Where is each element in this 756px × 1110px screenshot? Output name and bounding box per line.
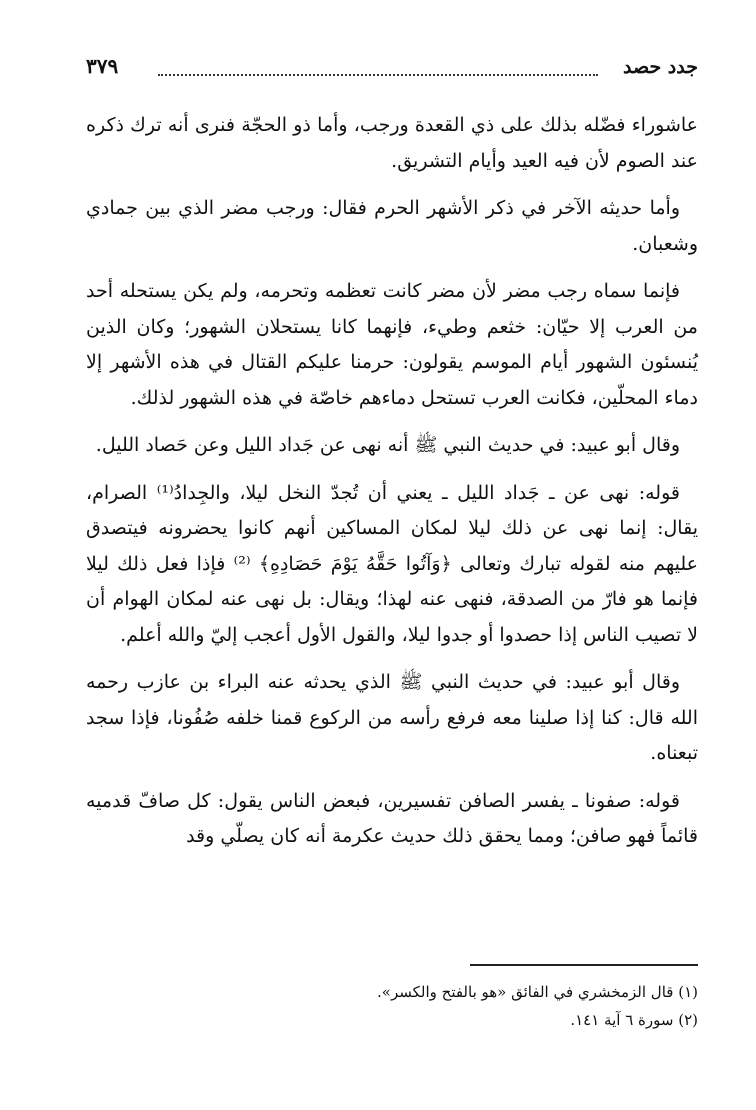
- book-page: [86, 52, 698, 1029]
- paragraph-3: فإنما سماه رجب مضر لأن مضر كانت تعظمه وتحرمه، ولم يكن يستحله أحد من العرب إلا حيّان: خثعم وطيء، فإنهما كانا يستحلان الشهور؛ وكان الذين يُنسئون الشهور أيام الموسم يقولون: حرمنا عليكم القتال في هذه الأشهر إلا دماء المحلّين، فكانت العرب تستحل دماءهم خاصّة في هذه الشهور لذلك.: [86, 280, 698, 409]
- footnote-1: (١) قال الزمخشري في الفائق «هو بالفتح والكسر».: [377, 983, 698, 1001]
- paragraph-2: وأما حديثه الآخر في ذكر الأشهر الحرم فقال: ورجب مضر الذي بين جمادي وشعبان.: [86, 197, 698, 255]
- page-header: [86, 52, 698, 86]
- running-title: جدد حصد: [623, 56, 698, 78]
- paragraph-6: وقال أبو عبيد: في حديث النبي ﷺ الذي يحدثه عنه البراء بن عازب رحمه الله قال: كنا إذا صلينا معه فرفع رأسه من الركوع قمنا خلفه صُفُونا، فإذا سجد تبعناه.: [86, 671, 698, 764]
- footnote-separator: [470, 964, 698, 966]
- header-dotted-leader: [158, 74, 598, 76]
- paragraph-4: وقال أبو عبيد: في حديث النبي ﷺ أنه نهى عن جَداد الليل وعن حَصاد الليل.: [95, 434, 680, 456]
- footnotes: [86, 978, 698, 1034]
- paragraph-7: قوله: صفونا ـ يفسر الصافن تفسيرين، فبعض الناس يقول: كل صافّ قدميه قائماً فهو صافن؛ ومما يحقق ذلك حديث عكرمة أنه كان يصلّي وقد: [86, 789, 698, 847]
- page-number: ٣٧٩: [86, 54, 119, 78]
- paragraph-1: عاشوراء فضّله بذلك على ذي القعدة ورجب، وأما ذو الحجّة فنرى أنه ترك ذكره عند الصوم لأن فيه العيد وأيام التشريق.: [86, 114, 698, 172]
- paragraph-5: قوله: نهى عن ـ جَداد الليل ـ يعني أن تُجدّ النخل ليلا، والجِدادُ⁽¹⁾ الصرام، يقال: إنما نهى عن ذلك ليلا لمكان المساكين أنهم كانوا يحضرونه فيتصدق عليهم منه لقوله تبارك وتعالى ﴿وَآتُوا حَقَّهُ يَوْمَ حَصَادِهِ﴾ ⁽²⁾ فإذا فعل ذلك ليلا فإنما هو فارّ من الصدقة، فنهى عنه لهذا؛ ويقال: بل نهى عنه لمكان الهوام أن لا تصيب الناس إذا حصدوا أو جدوا ليلا، والقول الأول أعجب إليّ والله أعلم.: [86, 481, 698, 646]
- main-text: [86, 108, 698, 855]
- footnote-2: (٢) سورة ٦ آية ١٤١.: [570, 1011, 698, 1029]
